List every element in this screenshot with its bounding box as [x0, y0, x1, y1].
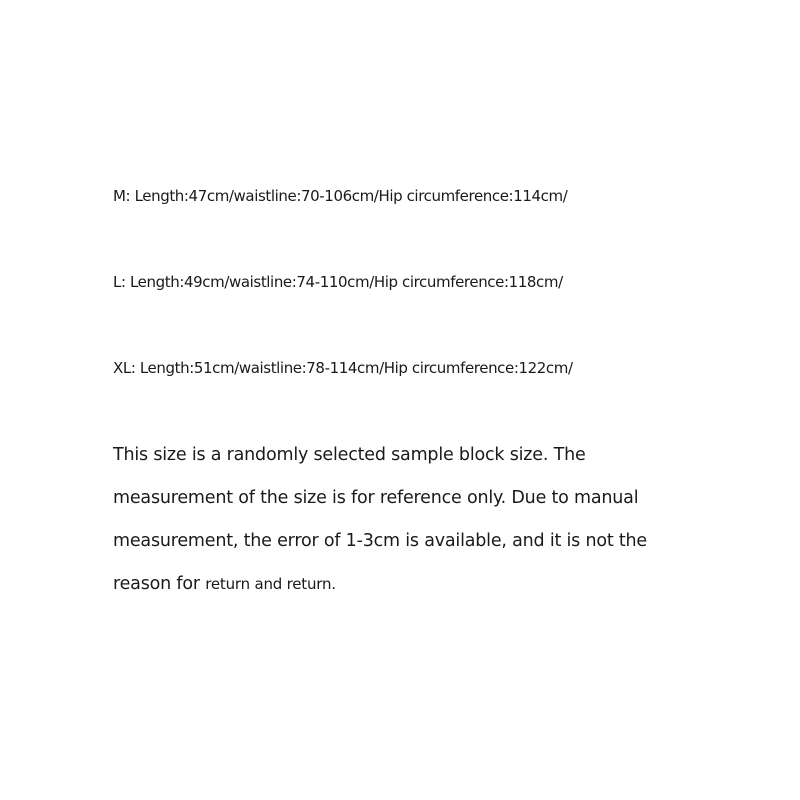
size-xl-measurements: XL: Length:51cm/waistline:78-114cm/Hip circumference:122cm/: [113, 359, 573, 377]
disclaimer-last-line-end: return and return.: [205, 575, 336, 593]
disclaimer-line: measurement, the error of 1-3cm is available, and it is not the: [113, 531, 647, 551]
disclaimer-line: This size is a randomly selected sample block size. The: [113, 445, 586, 465]
disclaimer-line: measurement of the size is for reference only. Due to manual: [113, 488, 639, 508]
size-l-measurements: L: Length:49cm/waistline:74-110cm/Hip circumference:118cm/: [113, 273, 563, 291]
size-m-measurements: M: Length:47cm/waistline:70-106cm/Hip circumference:114cm/: [113, 187, 568, 205]
disclaimer-last-line: [113, 569, 733, 612]
disclaimer-last-line-start: reason for: [113, 574, 206, 594]
measurement-disclaimer: [113, 440, 733, 612]
